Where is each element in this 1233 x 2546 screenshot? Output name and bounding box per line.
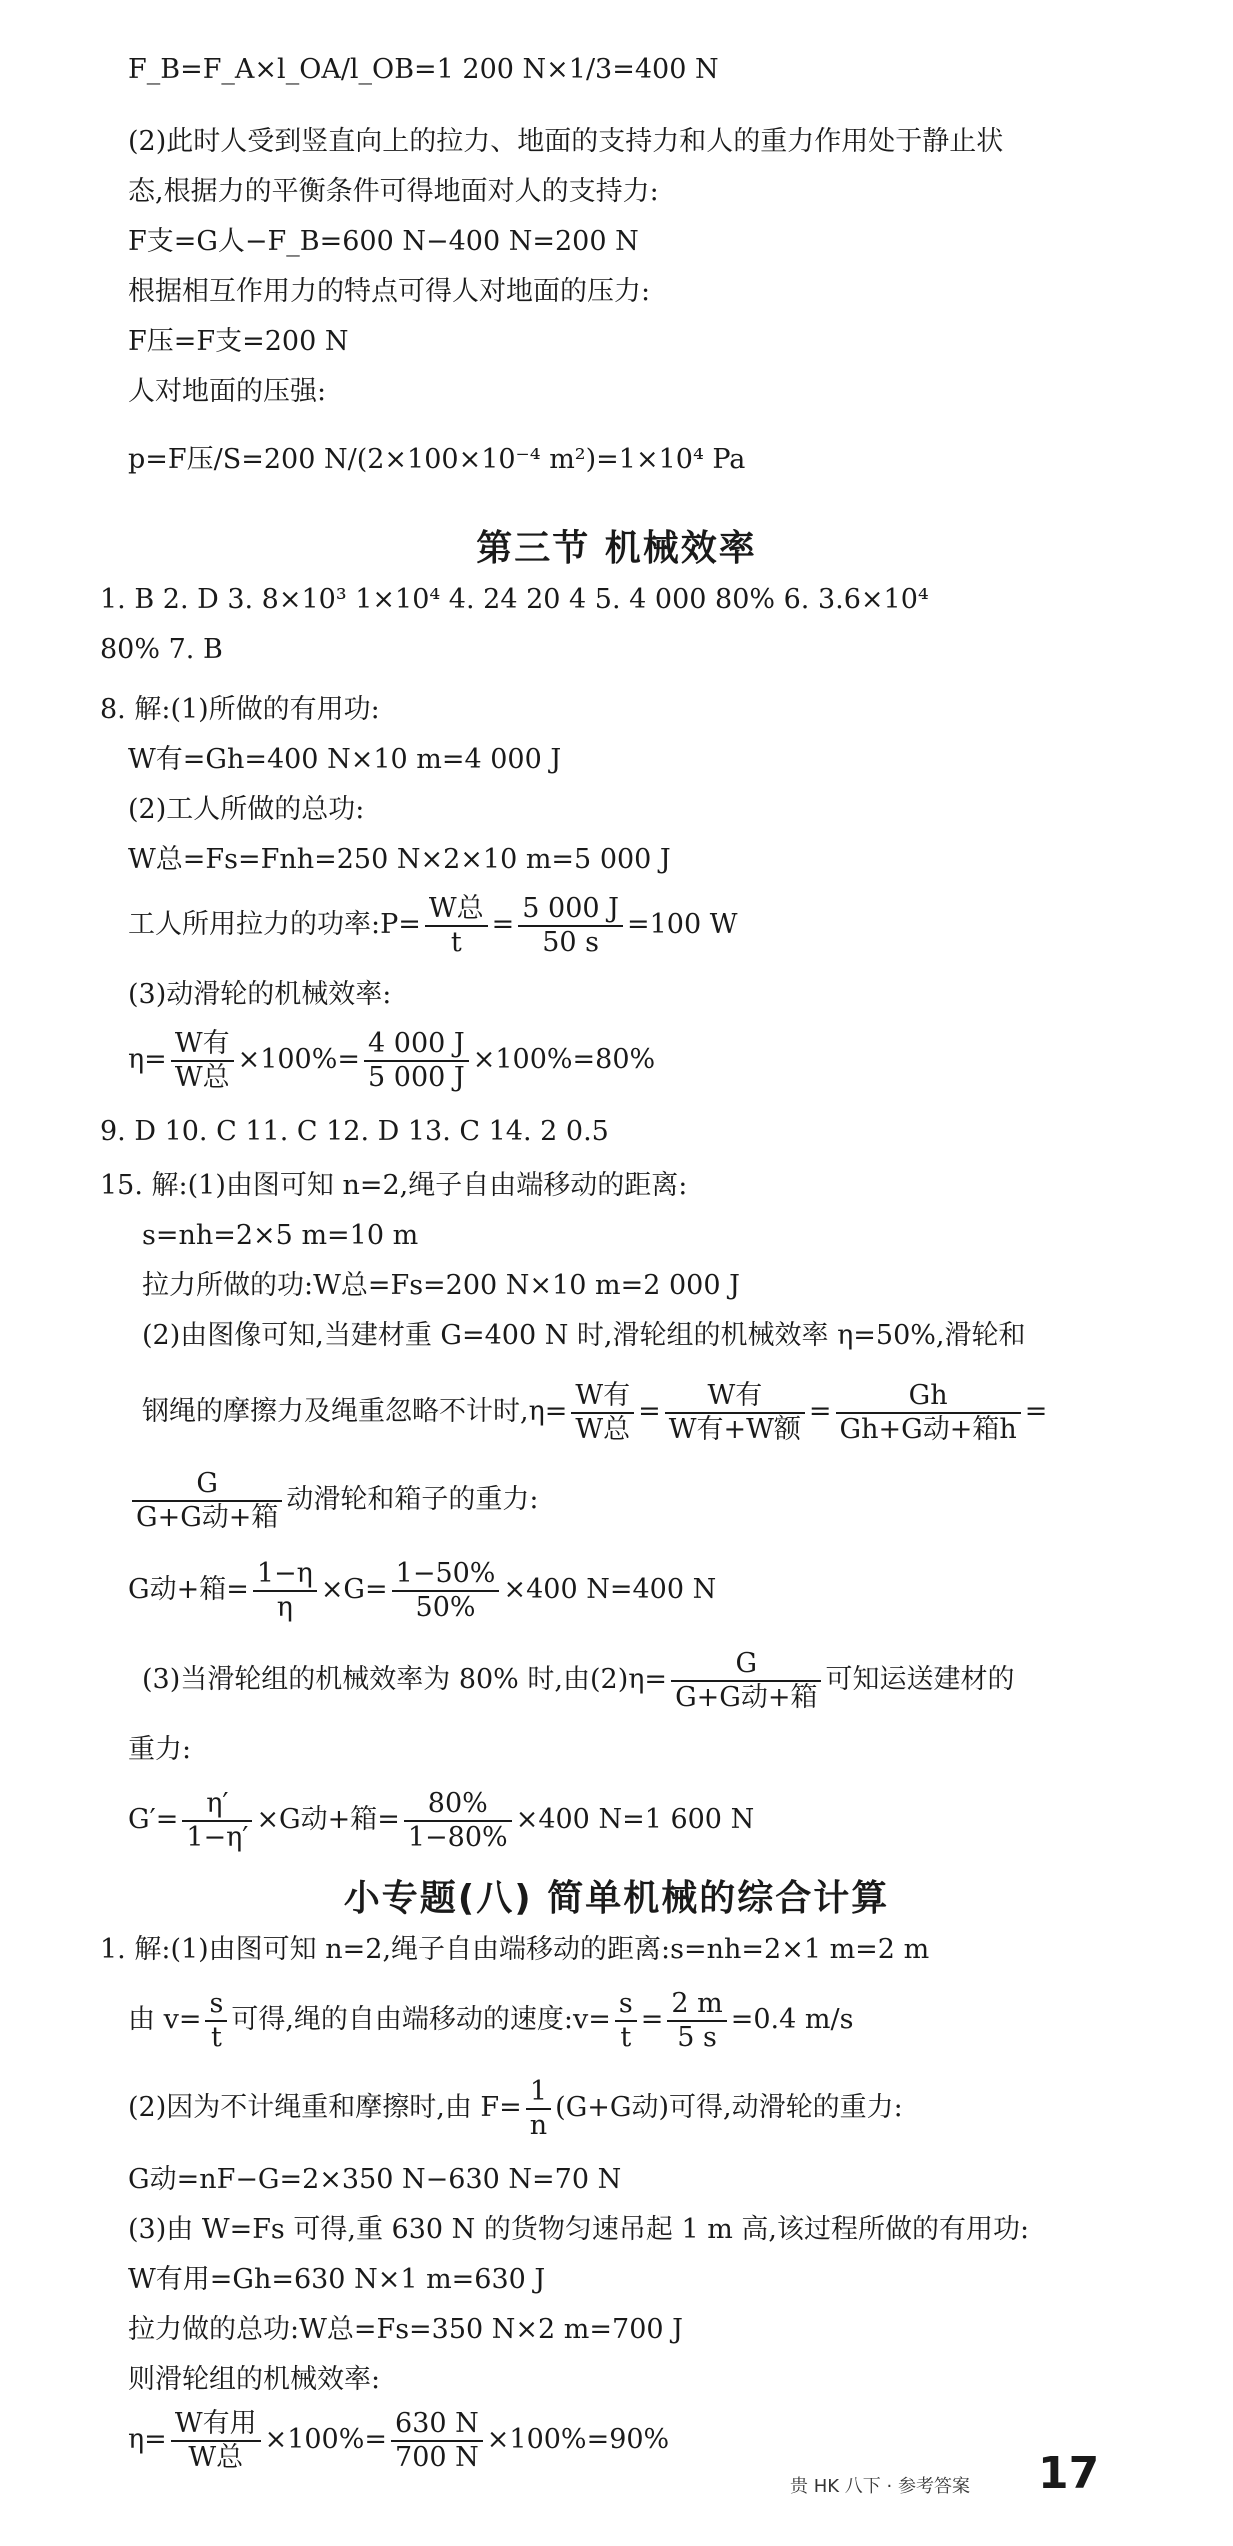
q8-total-title: (2)工人所做的总功: <box>128 794 365 825</box>
q8-useful-work: W有=Gh=400 N×10 m=4 000 J <box>128 744 562 775</box>
q8-efficiency: η= $\frac{\text{W有}}{\text{W总}}$ ×100%= $\frac{4 000 J}{5 000 J}$ ×100%=80% <box>128 1027 656 1093</box>
q15-pulley-weight: G动+箱= $\frac{1-\eta}{\eta}$ ×G= $\frac{1-50\%}{50\%}$ ×400 N=400 N <box>128 1557 717 1623</box>
p1-efficiency: η= $\frac{\text{W有用}}{\text{W总}}$ ×100%= $\frac{630 N}{700 N}$ ×100%=90% <box>128 2407 670 2473</box>
section-title-topic8: 小专题(八) 简单机械的综合计算 <box>343 1878 890 1919</box>
line-fpress: F压=F支=200 N <box>128 326 349 357</box>
line-q2b: 态,根据力的平衡条件可得地面对人的支持力: <box>128 176 659 207</box>
p1-useful: W有用=Gh=630 N×1 m=630 J <box>128 2264 546 2295</box>
q15-new-weight: G′= $\frac{\eta'}{1-\eta'}$ ×G动+箱= $\frac{80\%}{1-80\%}$ ×400 N=1 600 N <box>128 1787 755 1853</box>
p1-part3: (3)由 W=Fs 可得,重 630 N 的货物匀速吊起 1 m 高,该过程所做的有用功: <box>128 2214 1030 2245</box>
page-footer: 贵 HK 八下 · 参考答案 <box>790 2476 970 2497</box>
answers-6-7: 80% 7. B <box>100 634 223 665</box>
p1-speed: 由 v= $\frac{s}{t}$ 可得,绳的自由端移动的速度:v= $\frac{s}{t}$ = $\frac{2 m}{5 s}$ =0.4 m/s <box>128 1987 854 2053</box>
q15-eta-simplified: $\frac{G}{\text{G+G动+箱}}$ 动滑轮和箱子的重力: <box>128 1460 539 1540</box>
line-pressure: p=F压/S=200 N/(2×100×10⁻⁴ m²)=1×10⁴ Pa <box>128 444 746 475</box>
p1-part2: (2)因为不计绳重和摩擦时,由 F= $\frac{1}{n}$ (G+G动)可得,动滑轮的重力: <box>128 2075 903 2141</box>
q15-eta-expr: 钢绳的摩擦力及绳重忽略不计时,η= $\frac{\text{W有}}{\text{W总}}$ = $\frac{\text{W有}}{\text{W有+W额}}$ = $\frac{Gh}{\text{Gh+G动+箱h}}$ = <box>142 1379 1048 1445</box>
p1-total: 拉力做的总功:W总=Fs=350 N×2 m=700 J <box>128 2314 683 2345</box>
answers-1-6: 1. B 2. D 3. 8×10³ 1×10⁴ 4. 24 20 4 5. 4 000 80% 6. 3.6×10⁴ <box>100 584 929 615</box>
q8-total-work: W总=Fs=Fnh=250 N×2×10 m=5 000 J <box>128 844 671 875</box>
section-title-efficiency: 第三节 机械效率 <box>476 528 757 569</box>
p1-head: 1. 解:(1)由图可知 n=2,绳子自由端移动的距离:s=nh=2×1 m=2 m <box>100 1934 930 1965</box>
line-fsupport: F支=G人−F_B=600 N−400 N=200 N <box>128 226 639 257</box>
q15-head: 15. 解:(1)由图可知 n=2,绳子自由端移动的距离: <box>100 1170 688 1201</box>
q15-distance: s=nh=2×5 m=10 m <box>142 1220 419 1251</box>
q15-part2: (2)由图像可知,当建材重 G=400 N 时,滑轮组的机械效率 η=50%,滑轮和 <box>142 1320 1026 1351</box>
answers-9-14: 9. D 10. C 11. C 12. D 13. C 14. 2 0.5 <box>100 1116 609 1147</box>
line-pressure-title: 人对地面的压强: <box>128 376 327 407</box>
p1-pulley-weight: G动=nF−G=2×350 N−630 N=70 N <box>128 2164 622 2195</box>
line-q2a: (2)此时人受到竖直向上的拉力、地面的支持力和人的重力作用处于静止状 <box>128 126 1004 157</box>
q8-head: 8. 解:(1)所做的有用功: <box>100 694 380 725</box>
line-fb: F_B=F_A×l_OA/l_OB=1 200 N×1/3=400 N <box>128 54 719 85</box>
q15-weight-title: 重力: <box>128 1734 192 1765</box>
line-reaction: 根据相互作用力的特点可得人对地面的压力: <box>128 276 651 307</box>
q15-work: 拉力所做的功:W总=Fs=200 N×10 m=2 000 J <box>142 1270 740 1301</box>
p1-eff-title: 则滑轮组的机械效率: <box>128 2364 381 2395</box>
q8-power: 工人所用拉力的功率:P= $\frac{\text{W总}}{t}$ = $\frac{5 000 J}{50 s}$ =100 W <box>128 892 738 958</box>
q15-part3: (3)当滑轮组的机械效率为 80% 时,由(2)η= $\frac{G}{\text{G+G动+箱}}$ 可知运送建材的 <box>142 1647 1015 1713</box>
q8-eff-title: (3)动滑轮的机械效率: <box>128 979 392 1010</box>
page-number: 17 <box>1038 2448 1100 2499</box>
